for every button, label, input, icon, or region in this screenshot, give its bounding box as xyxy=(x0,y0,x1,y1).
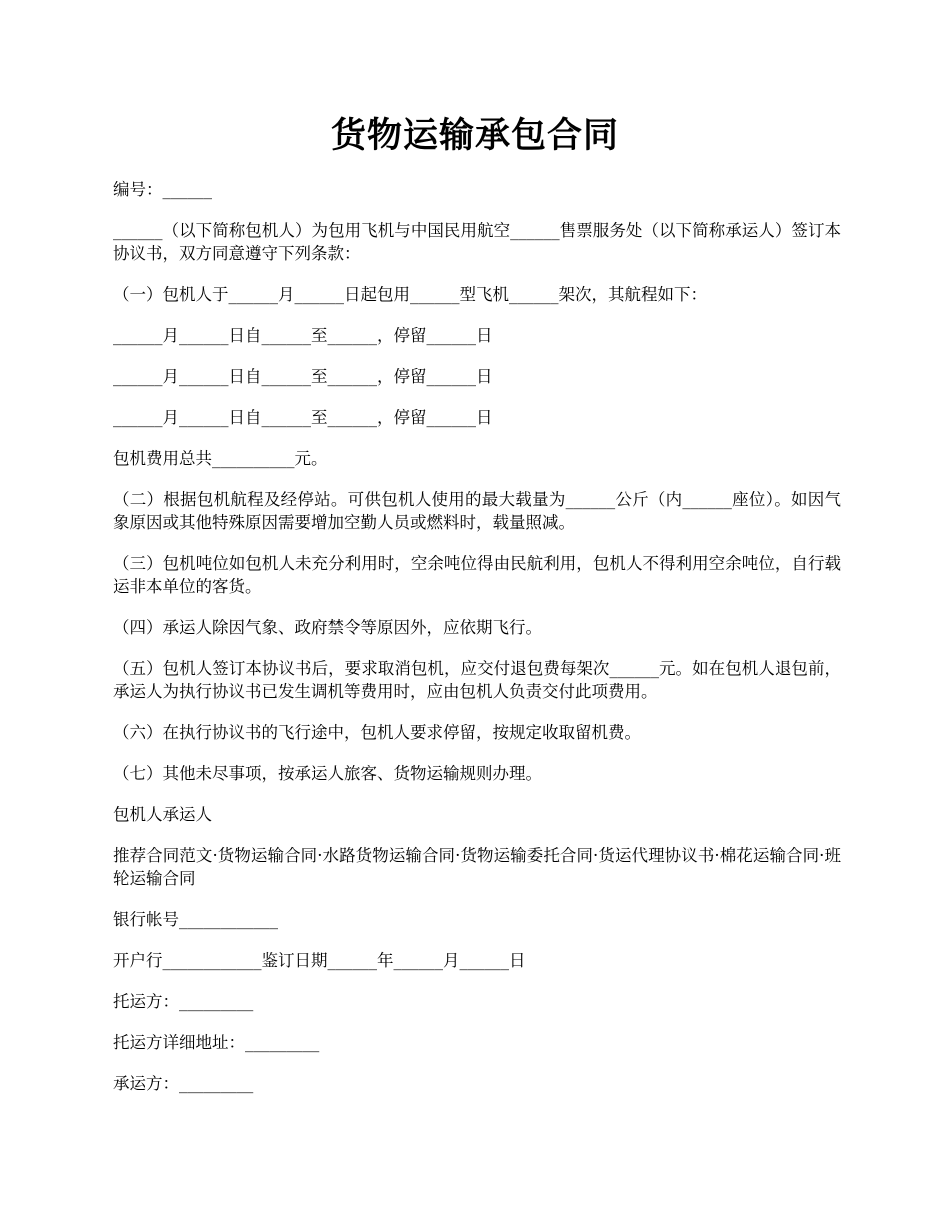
route-line: ______月______日自______至______，停留______日 xyxy=(113,367,493,386)
bank-and-date-line: 开户行____________鉴订日期______年______月______日 xyxy=(113,951,526,970)
clause-7: （七）其他未尽事项，按承运人旅客、货物运输规则办理。 xyxy=(113,764,542,783)
parties-line: 包机人承运人 xyxy=(113,805,212,824)
clause-2: （二）根据包机航程及经停站。可供包机人使用的最大载量为______公斤（内______座位）。如因气象原因或其他特殊原因需要增加空勤人员或燃料时，载量照减。 xyxy=(113,490,841,532)
document-title: 货物运输承包合同 xyxy=(330,115,619,156)
intro-paragraph: ______（以下简称包机人）为包用飞机与中国民用航空______售票服务处（以下简称承运人）签订本协议书，双方同意遵守下列条款： xyxy=(113,221,841,263)
clause-3: （三）包机吨位如包机人未充分利用时，空余吨位得由民航利用，包机人不得利用空余吨位，自行载运非本单位的客货。 xyxy=(113,554,841,596)
document-body xyxy=(113,178,841,1113)
route-line: ______月______日自______至______，停留______日 xyxy=(113,408,493,427)
consignor-address-line: 托运方详细地址：_________ xyxy=(113,1033,320,1052)
clause-6: （六）在执行协议书的飞行途中，包机人要求停留，按规定收取留机费。 xyxy=(113,723,641,742)
carrier-line: 承运方：_________ xyxy=(113,1074,254,1093)
consignor-line: 托运方：_________ xyxy=(113,992,254,1011)
recommended-templates: 推荐合同范文·货物运输合同·水路货物运输合同·货物运输委托合同·货运代理协议书·棉花运输合同·班轮运输合同 xyxy=(113,846,841,888)
clause-4: （四）承运人除因气象、政府禁令等原因外，应依期飞行。 xyxy=(113,618,542,637)
bank-account-line: 银行帐号____________ xyxy=(113,910,278,929)
contract-number: 编号：______ xyxy=(113,180,212,199)
route-line: ______月______日自______至______，停留______日 xyxy=(113,326,493,345)
clause-1: （一）包机人于______月______日起包用______型飞机______架次，其航程如下： xyxy=(113,285,707,304)
total-fee: 包机费用总共__________元。 xyxy=(113,449,328,468)
clause-5: （五）包机人签订本协议书后，要求取消包机，应交付退包费每架次______元。如在包机人退包前，承运人为执行协议书已发生调机等费用时，应由包机人负责交付此项费用。 xyxy=(113,659,841,701)
